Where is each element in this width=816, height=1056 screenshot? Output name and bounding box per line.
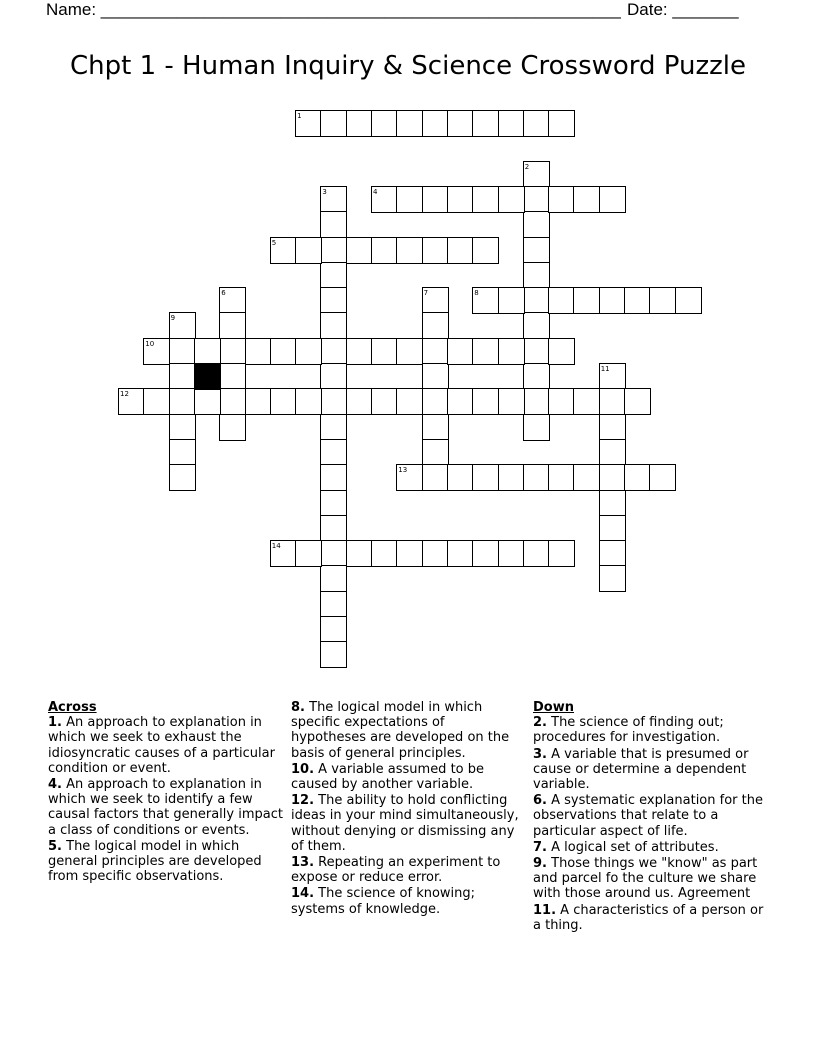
grid-cell[interactable] [422, 363, 449, 390]
grid-cell[interactable] [396, 110, 423, 137]
clue-text: The logical model in which specific expectations of hypotheses are developed on the basis of general principles. [291, 700, 510, 761]
grid-cell[interactable] [599, 186, 626, 213]
grid-cell[interactable] [523, 338, 550, 365]
grid-cell[interactable] [346, 388, 373, 415]
grid-cell[interactable] [498, 287, 525, 314]
grid-cell[interactable] [624, 388, 651, 415]
grid-cell[interactable] [346, 237, 373, 264]
grid-cell[interactable] [447, 186, 474, 213]
grid-cell[interactable] [270, 338, 297, 365]
grid-cell[interactable] [219, 338, 246, 365]
blocked-cell [194, 363, 221, 390]
clue-number-label: 12 [120, 390, 129, 399]
grid-cell[interactable] [472, 464, 499, 491]
grid-cell[interactable] [320, 363, 347, 390]
grid-cell[interactable] [599, 439, 626, 466]
grid-cell[interactable] [320, 616, 347, 643]
grid-cell[interactable] [194, 388, 221, 415]
grid-cell[interactable] [649, 287, 676, 314]
grid-cell[interactable] [422, 464, 449, 491]
clue-down-6 [533, 793, 765, 839]
clue-text: Repeating an experiment to expose or reduce error. [291, 855, 501, 886]
clue-text: A characteristics of a person or a thing. [533, 902, 764, 933]
clue-number-label: 9 [170, 314, 176, 323]
grid-cell[interactable] [245, 338, 272, 365]
clue-number-label: 14 [271, 542, 281, 551]
clue-number: 10. [291, 761, 315, 777]
grid-cell[interactable] [422, 237, 449, 264]
grid-cell[interactable] [472, 338, 499, 365]
clue-across-14 [291, 886, 523, 916]
grid-cell[interactable] [245, 388, 272, 415]
grid-cell[interactable] [523, 464, 550, 491]
clue-number-label: 11 [600, 365, 610, 373]
clue-number: 2. [533, 715, 547, 731]
clue-number: 4. [48, 777, 62, 793]
grid-cell[interactable] [371, 540, 398, 567]
grid-cell[interactable] [523, 540, 550, 567]
clue-number: 3. [533, 746, 547, 762]
grid-cell[interactable] [346, 540, 373, 567]
grid-cell[interactable] [599, 414, 626, 441]
grid-cell[interactable] [523, 287, 550, 314]
grid-cell[interactable] [422, 439, 449, 466]
clue-text: A variable that is presumed or cause or determine a dependent variable. [533, 746, 749, 793]
grid-cell[interactable] [548, 287, 575, 314]
clue-number-label: 10 [145, 339, 155, 348]
clue-number: 6. [533, 793, 547, 809]
clue-across-1 [48, 715, 284, 776]
grid-cell[interactable] [599, 388, 626, 415]
clue-number-label: 4 [373, 187, 378, 196]
grid-cell[interactable] [320, 262, 347, 289]
grid-cell[interactable] [548, 186, 575, 213]
grid-cell[interactable] [371, 388, 398, 415]
grid-cell[interactable] [422, 414, 449, 441]
clue-number: 1. [48, 715, 62, 731]
grid-cell[interactable] [498, 110, 525, 137]
grid-cell[interactable] [169, 388, 196, 415]
clue-number-label: 2 [524, 162, 530, 171]
clue-text: An approach to explanation in which we seek to exhaust the idiosyncratic causes of a particular condition or event. [48, 715, 275, 776]
grid-cell[interactable] [422, 186, 449, 213]
grid-cell[interactable] [295, 237, 322, 264]
grid-cell[interactable] [573, 186, 600, 213]
grid-cell[interactable] [523, 186, 550, 213]
page-title: Chpt 1 - Human Inquiry & Science Crossword Puzzle [69, 51, 747, 81]
clue-text: An approach to explanation in which we seek to identify a few causal factors that generally impact a class of conditions or events. [48, 777, 283, 838]
grid-cell[interactable] [649, 464, 676, 491]
across-clues-column-1 [48, 700, 284, 885]
across-clues-column-2 [291, 700, 523, 918]
clue-text: A variable assumed to be caused by another variable. [291, 761, 485, 793]
grid-cell[interactable] [346, 338, 373, 365]
grid-cell[interactable] [169, 464, 196, 491]
grid-cell[interactable] [320, 388, 347, 415]
grid-cell[interactable] [548, 110, 575, 137]
grid-cell[interactable] [573, 287, 600, 314]
clue-text: The science of knowing; systems of knowledge. [291, 886, 476, 917]
grid-cell[interactable] [169, 338, 196, 365]
grid-cell[interactable] [573, 464, 600, 491]
grid-cell[interactable] [523, 237, 550, 264]
clue-number: 7. [533, 839, 547, 855]
grid-cell[interactable] [320, 464, 347, 491]
clue-number-label: 5 [271, 238, 277, 247]
grid-cell[interactable] [523, 262, 550, 289]
grid-cell[interactable] [320, 312, 347, 339]
grid-cell[interactable] [396, 338, 423, 365]
clue-across-8 [291, 700, 523, 761]
grid-cell[interactable] [498, 464, 525, 491]
grid-cell[interactable] [447, 540, 474, 567]
grid-cell[interactable] [320, 641, 347, 668]
grid-cell[interactable] [498, 186, 525, 213]
clue-number-label: 6 [221, 289, 226, 298]
grid-cell[interactable] [320, 211, 347, 238]
grid-cell[interactable] [599, 287, 626, 314]
clue-text: The ability to hold conflicting ideas in your mind simultaneously, without denying or dismissing any of them. [291, 793, 519, 854]
clue-number-label: 3 [322, 187, 327, 196]
grid-cell[interactable] [599, 490, 626, 517]
grid-cell[interactable] [169, 439, 196, 466]
grid-cell[interactable] [548, 464, 575, 491]
grid-cell[interactable] [320, 110, 347, 137]
grid-cell[interactable] [320, 565, 347, 592]
down-clues-column [533, 700, 765, 934]
date-line: Date: _______ [627, 0, 739, 19]
clue-number: 9. [533, 856, 547, 872]
grid-cell[interactable] [320, 490, 347, 517]
clue-text: Those things we "know" as part and parcel fo the culture we share with those around us. Agreement [533, 856, 758, 902]
clue-across-13 [291, 855, 523, 885]
grid-cell[interactable] [447, 110, 474, 137]
clue-text: The logical model in which general principles are developed from specific observations. [48, 838, 262, 885]
clue-number: 14. [291, 886, 315, 902]
grid-cell[interactable] [295, 338, 322, 365]
grid-cell[interactable] [295, 540, 322, 567]
grid-cell[interactable] [498, 338, 525, 365]
grid-cell[interactable] [548, 540, 575, 567]
clue-number: 11. [533, 902, 557, 918]
grid-cell[interactable] [169, 414, 196, 441]
grid-cell[interactable] [320, 338, 347, 365]
grid-cell[interactable] [295, 388, 322, 415]
grid-cell[interactable] [472, 110, 499, 137]
clue-number: 5. [48, 838, 62, 854]
clue-text: The science of finding out; procedures for investigation. [533, 715, 724, 746]
grid-cell[interactable] [447, 338, 474, 365]
clue-down-9 [533, 856, 765, 902]
grid-cell[interactable] [523, 110, 550, 137]
grid-cell[interactable] [422, 338, 449, 365]
grid-cell[interactable] [320, 414, 347, 441]
grid-cell[interactable] [346, 110, 373, 137]
grid-cell[interactable] [396, 540, 423, 567]
clue-down-3 [533, 747, 765, 793]
down-heading: Down [533, 700, 574, 715]
grid-cell[interactable] [219, 363, 246, 390]
clue-text: A systematic explanation for the observations that relate to a particular aspect of life. [533, 793, 763, 839]
grid-cell[interactable] [219, 388, 246, 415]
clue-across-5 [48, 839, 284, 885]
grid-cell[interactable] [548, 338, 575, 365]
clue-number-label: 7 [423, 289, 429, 298]
grid-cell[interactable] [523, 388, 550, 415]
grid-cell[interactable] [523, 414, 550, 441]
grid-cell[interactable] [472, 237, 499, 264]
clue-across-4 [48, 777, 284, 838]
grid-cell[interactable] [371, 110, 398, 137]
grid-cell[interactable] [523, 312, 550, 339]
grid-cell[interactable] [422, 388, 449, 415]
clue-number: 12. [291, 793, 315, 809]
grid-cell[interactable] [624, 287, 651, 314]
clue-across-10 [291, 762, 523, 792]
grid-cell[interactable] [498, 388, 525, 415]
grid-cell[interactable] [472, 540, 499, 567]
grid-cell[interactable] [624, 464, 651, 491]
grid-cell[interactable] [396, 388, 423, 415]
grid-cell[interactable] [523, 363, 550, 390]
grid-cell[interactable] [599, 540, 626, 567]
grid-cell[interactable] [422, 540, 449, 567]
grid-cell[interactable] [219, 414, 246, 441]
grid-cell[interactable] [498, 540, 525, 567]
grid-cell[interactable] [320, 237, 347, 264]
grid-cell[interactable] [472, 186, 499, 213]
grid-cell[interactable] [320, 515, 347, 542]
grid-cell[interactable] [219, 312, 246, 339]
clue-number: 8. [291, 700, 305, 715]
grid-cell[interactable] [422, 312, 449, 339]
clue-down-7 [533, 840, 765, 855]
across-heading: Across [48, 700, 97, 715]
clue-across-12 [291, 793, 523, 854]
grid-cell[interactable] [320, 591, 347, 618]
grid-cell[interactable] [548, 388, 575, 415]
grid-cell[interactable] [447, 237, 474, 264]
clue-number: 13. [291, 855, 315, 871]
clue-down-11 [533, 903, 765, 933]
grid-cell[interactable] [523, 211, 550, 238]
grid-cell[interactable] [320, 540, 347, 567]
grid-cell[interactable] [194, 338, 221, 365]
grid-cell[interactable] [169, 363, 196, 390]
grid-cell[interactable] [371, 237, 398, 264]
clue-text: A logical set of attributes. [551, 839, 719, 855]
grid-cell[interactable] [573, 388, 600, 415]
grid-cell[interactable] [472, 388, 499, 415]
grid-cell[interactable] [447, 388, 474, 415]
grid-cell[interactable] [396, 237, 423, 264]
grid-cell[interactable] [143, 388, 170, 415]
grid-cell[interactable] [371, 338, 398, 365]
grid-cell[interactable] [599, 565, 626, 592]
grid-cell[interactable] [599, 515, 626, 542]
grid-cell[interactable] [270, 388, 297, 415]
name-line: Name: _______________________________________________________ [46, 0, 621, 19]
grid-cell[interactable] [447, 464, 474, 491]
clue-number-label: 1 [297, 112, 302, 120]
grid-cell[interactable] [320, 439, 347, 466]
clue-number-label: 8 [474, 289, 479, 298]
clue-down-2 [533, 715, 765, 745]
grid-cell[interactable] [396, 186, 423, 213]
clue-number-label: 13 [398, 466, 408, 475]
grid-cell[interactable] [320, 287, 347, 314]
grid-cell[interactable] [675, 287, 702, 314]
grid-cell[interactable] [422, 110, 449, 137]
grid-cell[interactable] [599, 464, 626, 491]
